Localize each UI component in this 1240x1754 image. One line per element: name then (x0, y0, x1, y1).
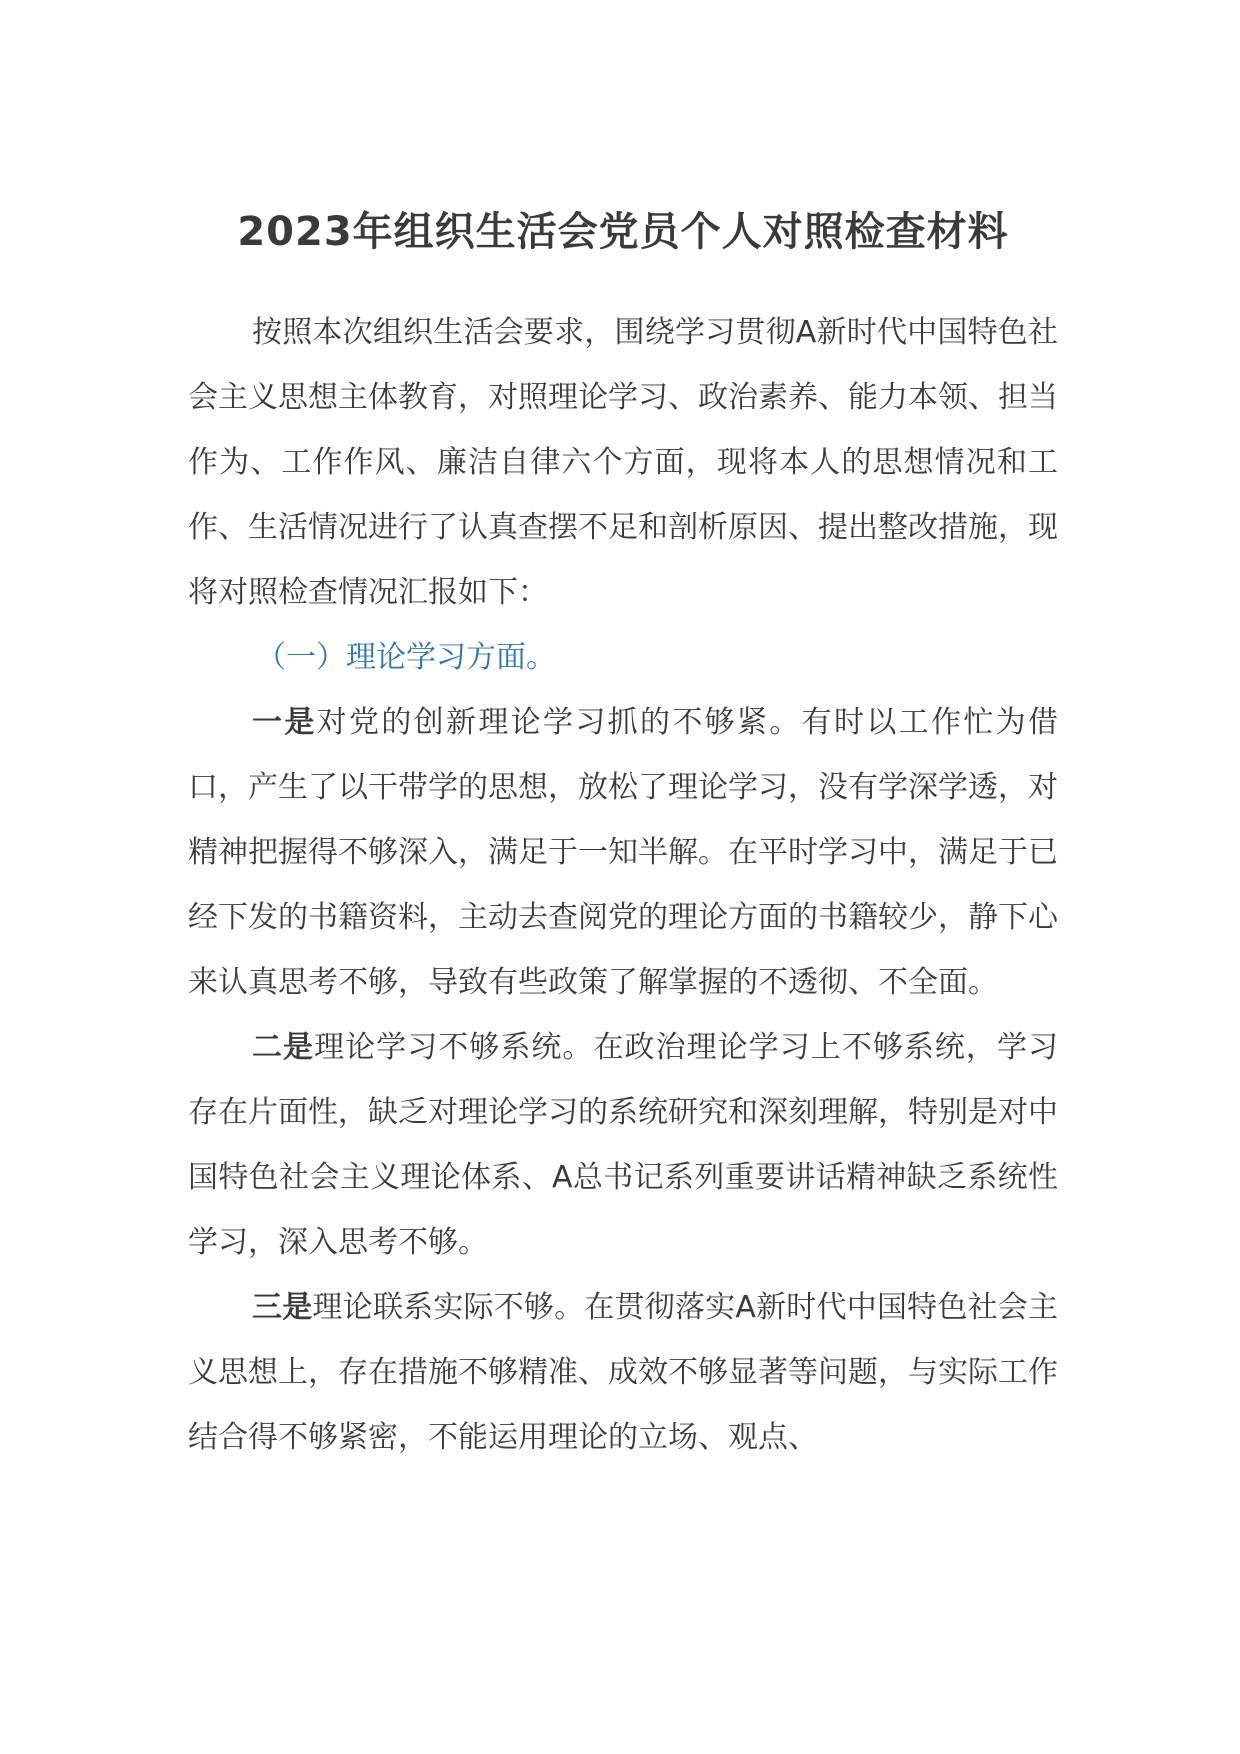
item-paragraph-3 (188, 1275, 1058, 1470)
item-text: 对党的创新理论学习抓的不够紧。有时以工作忙为借口，产生了以干带学的思想，放松了理论学习，没有学深学透，对精神把握得不够深入，满足于一知半解。在平时学习中，满足于已经下发的书籍资料，主动去查阅党的理论方面的书籍较少，静下心来认真思考不够，导致有些政策了解掌握的不透彻、不全面。 (188, 705, 1059, 1000)
item-lead: 一是 (252, 705, 317, 740)
item-lead: 三是 (252, 1290, 313, 1325)
item-paragraph-1 (188, 690, 1058, 1015)
item-text: 理论学习不够系统。在政治理论学习上不够系统，学习存在片面性，缺乏对理论学习的系统研究和深刻理解，特别是对中国特色社会主义理论体系、A总书记系列重要讲话精神缺乏系统性学习，深入思考不够。 (188, 1030, 1059, 1260)
document-title: 2023年组织生活会党员个人对照检查材料 (237, 209, 1009, 255)
section-heading: （一）理论学习方面。 (256, 640, 556, 675)
intro-paragraph: 按照本次组织生活会要求，围绕学习贯彻A新时代中国特色社会主义思想主体教育，对照理论学习、政治素养、能力本领、担当作为、工作作风、廉洁自律六个方面，现将本人的思想情况和工作、生活情况进行了认真查摆不足和剖析原因、提出整改措施，现将对照检查情况汇报如下： (188, 315, 1058, 610)
item-text: 理论联系实际不够。在贯彻落实A新时代中国特色社会主义思想上，存在措施不够精准、成效不够显著等问题，与实际工作结合得不够紧密，不能运用理论的立场、观点、 (188, 1290, 1058, 1455)
document-page (188, 196, 1058, 1470)
item-paragraph-2 (188, 1015, 1058, 1275)
item-lead: 二是 (252, 1030, 315, 1065)
